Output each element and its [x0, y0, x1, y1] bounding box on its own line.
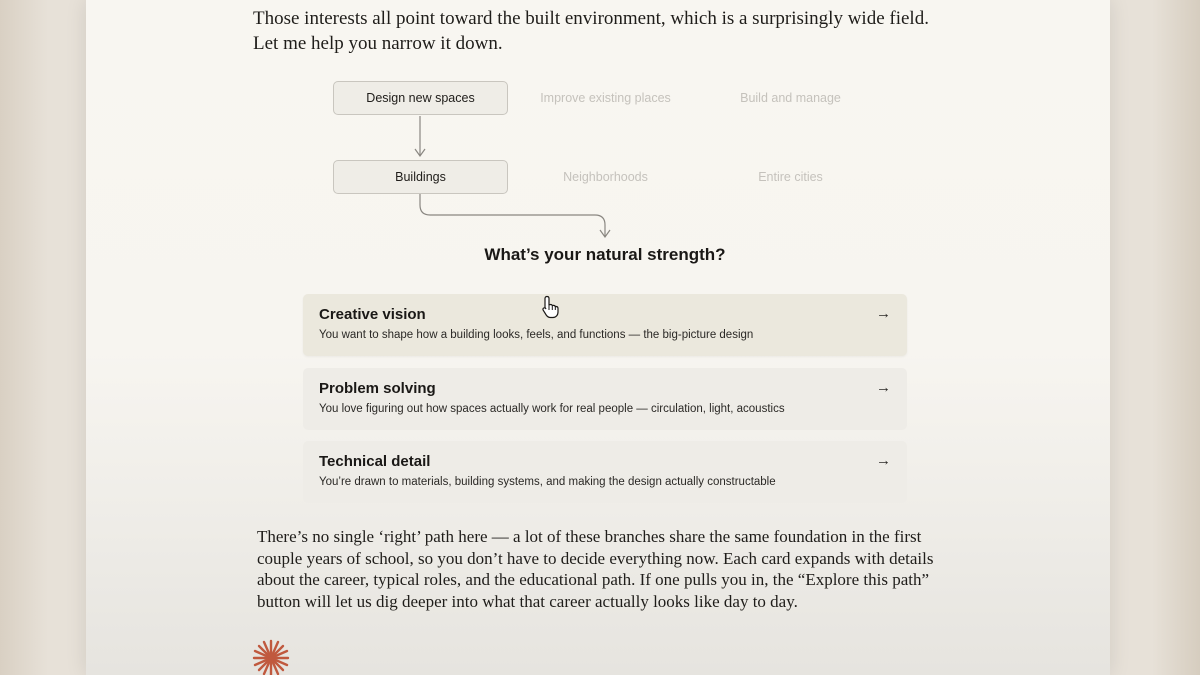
flow-node-design-new-spaces[interactable]: Design new spaces: [333, 81, 508, 115]
card-description: You love figuring out how spaces actually work for real people — circulation, light, acoustics: [319, 403, 785, 415]
intro-paragraph: Those interests all point toward the built environment, which is a surprisingly wide field. Let me help you narrow it down.: [253, 8, 929, 54]
connector-arrowhead: [600, 230, 610, 237]
connector-arrow-to-question: [420, 194, 605, 237]
flow-node-buildings[interactable]: Buildings: [333, 160, 508, 194]
flow-node-build-and-manage[interactable]: Build and manage: [740, 91, 841, 105]
flow-node-improve-existing-places[interactable]: Improve existing places: [540, 91, 671, 105]
chat-page: [86, 0, 1110, 675]
option-card-problem-solving[interactable]: [303, 368, 907, 430]
arrow-right-icon: →: [876, 305, 891, 322]
option-card-technical-detail[interactable]: [303, 441, 907, 503]
arrow-right-icon: →: [876, 379, 891, 396]
arrow-right-icon: →: [876, 452, 891, 469]
hand-pointer-icon: [541, 295, 561, 319]
connector-arrowhead: [415, 149, 425, 156]
asterisk-spark-icon: [252, 639, 290, 675]
flow-node-neighborhoods[interactable]: Neighborhoods: [563, 170, 648, 184]
card-title: Technical detail: [319, 453, 431, 470]
outro-paragraph: There’s no single ‘right’ path here — a lot of these branches share the same foundation in the first couple years of school, so you don’t have to decide everything now. Each card expands with details about the career, typical roles, and the educational path. If one pulls you in, the “Explore this path” button will let us dig deeper into what that career actually looks like day to day.: [257, 527, 934, 611]
card-title: Problem solving: [319, 380, 436, 397]
card-title: Creative vision: [319, 306, 426, 323]
option-card-creative-vision[interactable]: [303, 294, 907, 356]
strength-question: What’s your natural strength?: [484, 245, 726, 264]
card-description: You’re drawn to materials, building systems, and making the design actually constructable: [319, 476, 776, 488]
flow-node-entire-cities[interactable]: Entire cities: [758, 170, 823, 184]
card-description: You want to shape how a building looks, feels, and functions — the big-picture design: [319, 329, 754, 341]
